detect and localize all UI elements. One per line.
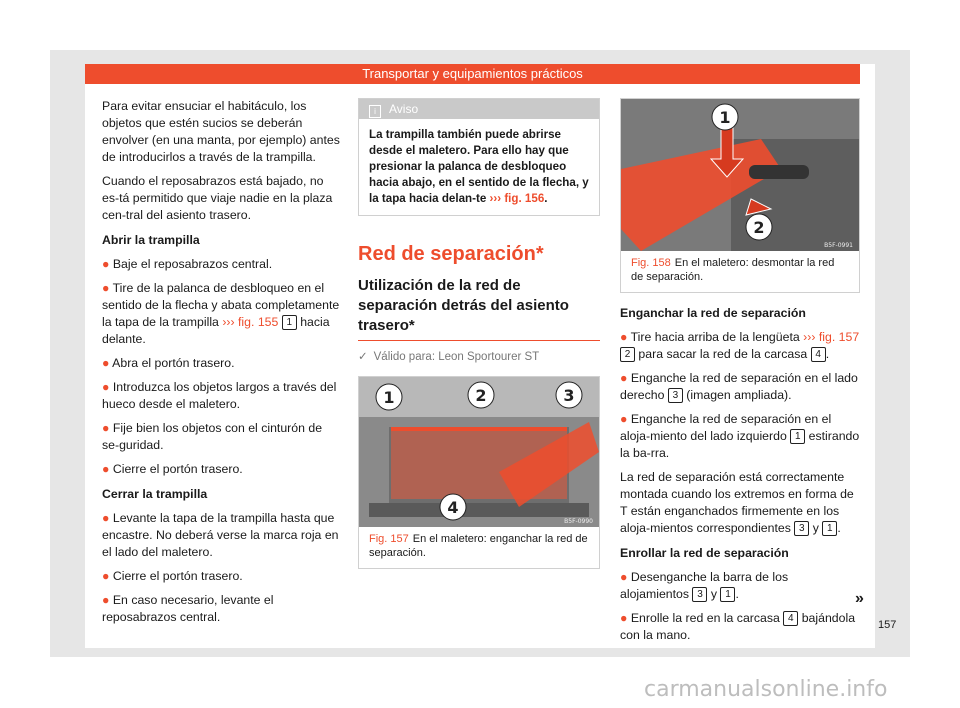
section-title: Red de separación* (358, 243, 544, 265)
list-item: ● Baje el reposabrazos central. (102, 257, 273, 271)
notice-text: La trampilla también puede abrirse desde el maletero. Para ello hay que presionar la palanca de desbloqueo hacia abajo, en el sentido de la flecha, y la tapa hacia delan-te ››› fig. 156. (369, 128, 589, 205)
list-item: ● Tire de la palanca de desbloqueo en el sentido de la flecha y abata completamente la tapa de la trampilla ››› fig. 155 1 hacia delante. (102, 281, 340, 346)
bullet-icon: ● (102, 593, 113, 607)
heading-hook-net: Enganchar la red de separación (620, 306, 806, 320)
validity-note: ✓ Válido para: Leon Sportourer ST (358, 351, 540, 363)
callout-number: 1 (282, 315, 297, 330)
column-middle (358, 98, 600, 569)
callout-number: 1 (720, 587, 735, 602)
list-item: ● Enrolle la red en la carcasa 4 bajándola con la mano. (620, 611, 856, 642)
bullet-icon: ● (102, 356, 113, 370)
bullet-icon: ● (620, 330, 631, 344)
info-icon: i (369, 105, 381, 118)
list-item: ● Fije bien los objetos con el cinturón de se-guridad. (102, 421, 323, 452)
watermark: carmanualsonline.info (644, 677, 888, 702)
figure-link[interactable]: ››› fig. 155 (222, 315, 279, 329)
subsection-title: Utilización de la red de separación detrás del asiento trasero* (358, 277, 569, 334)
callout-number: 4 (783, 611, 798, 626)
continue-marker: » (855, 590, 864, 607)
heading-open-hatch: Abrir la trampilla (102, 233, 200, 247)
callout-1: 1 (383, 388, 395, 407)
bullet-icon: ● (620, 570, 631, 584)
bullet-icon: ● (102, 511, 113, 525)
callout-2: 2 (475, 386, 487, 405)
divider (358, 340, 600, 341)
callout-number: 3 (668, 388, 683, 403)
callout-3: 3 (563, 386, 575, 405)
bullet-icon: ● (620, 371, 631, 385)
heading-close-hatch: Cerrar la trampilla (102, 487, 208, 501)
figure-157-image (359, 377, 599, 527)
callout-number: 1 (822, 521, 837, 536)
callout-number: 3 (794, 521, 809, 536)
list-item: ● Enganche la red de separación en el lado derecho 3 (imagen ampliada). (620, 371, 858, 402)
bullet-icon: ● (620, 412, 631, 426)
bullet-icon: ● (102, 281, 113, 295)
bullet-icon: ● (102, 257, 113, 271)
list-item: ● Tire hacia arriba de la lengüeta ››› fig. 157 2 para sacar la red de la carcasa 4 . (620, 330, 860, 361)
bullet-icon: ● (620, 611, 631, 625)
callout-number: 4 (811, 347, 826, 362)
list-item: ● Cierre el portón trasero. (102, 569, 243, 583)
list-item: ● Cierre el portón trasero. (102, 462, 243, 476)
paragraph: Cuando el reposabrazos está bajado, no es-tá permitido que viaje nadie en la plaza cen-tral del asiento trasero. (102, 174, 333, 222)
figure-158-image (621, 99, 859, 251)
figure-link[interactable]: ››› fig. 157 (803, 330, 860, 344)
paragraph: La red de separación está correctamente montada cuando los extremos en forma de T están enganchados firmemente en los aloja-mientos correspondientes 3 y 1 . (620, 470, 854, 535)
heading-roll-net: Enrollar la red de separación (620, 546, 789, 560)
page-header: Transportar y equipamientos prácticos (85, 64, 860, 84)
page-number: 157 (878, 619, 897, 631)
column-right (620, 98, 860, 651)
figure-code: B5F-0991 (824, 242, 853, 249)
callout-number: 3 (692, 587, 707, 602)
list-item: ● En caso necesario, levante el reposabrazos central. (102, 593, 274, 624)
bullet-icon: ● (102, 462, 113, 476)
bullet-icon: ● (102, 421, 113, 435)
callout-1: 1 (719, 108, 731, 127)
list-item: ● Levante la tapa de la trampilla hasta que encastre. No deberá verse la marca roja en el lado del maletero. (102, 511, 339, 559)
notice-header: i Aviso (359, 99, 599, 119)
figure-caption: Fig. 157 En el maletero: enganchar la red de separación. (369, 533, 588, 559)
bullet-icon: ● (102, 380, 113, 394)
callout-number: 2 (620, 347, 635, 362)
list-item: ● Introduzca los objetos largos a través del hueco desde el maletero. (102, 380, 337, 411)
figure-158 (620, 98, 860, 293)
callout-4: 4 (447, 498, 459, 517)
column-left (102, 98, 342, 633)
list-item: ● Abra el portón trasero. (102, 356, 235, 370)
figure-code: B5F-0990 (564, 518, 593, 525)
paragraph: Para evitar ensuciar el habitáculo, los objetos que estén sucios se deberán envolver (en una manta, por ejemplo) antes de introducirlos a través de la trampilla. (102, 99, 340, 164)
check-icon: ✓ (358, 351, 368, 363)
figure-157 (358, 376, 600, 569)
callout-number: 1 (790, 429, 805, 444)
notice-box (358, 98, 600, 216)
figure-caption: Fig. 158 En el maletero: desmontar la red de separación. (631, 257, 835, 283)
callout-2: 2 (753, 218, 765, 237)
figure-link[interactable]: ››› fig. 156 (489, 192, 545, 205)
bullet-icon: ● (102, 569, 113, 583)
list-item: ● Enganche la red de separación en el aloja-miento del lado izquierdo 1 estirando la ba-rra. (620, 412, 860, 460)
list-item: ● Desenganche la barra de los alojamientos 3 y 1 . (620, 570, 789, 601)
